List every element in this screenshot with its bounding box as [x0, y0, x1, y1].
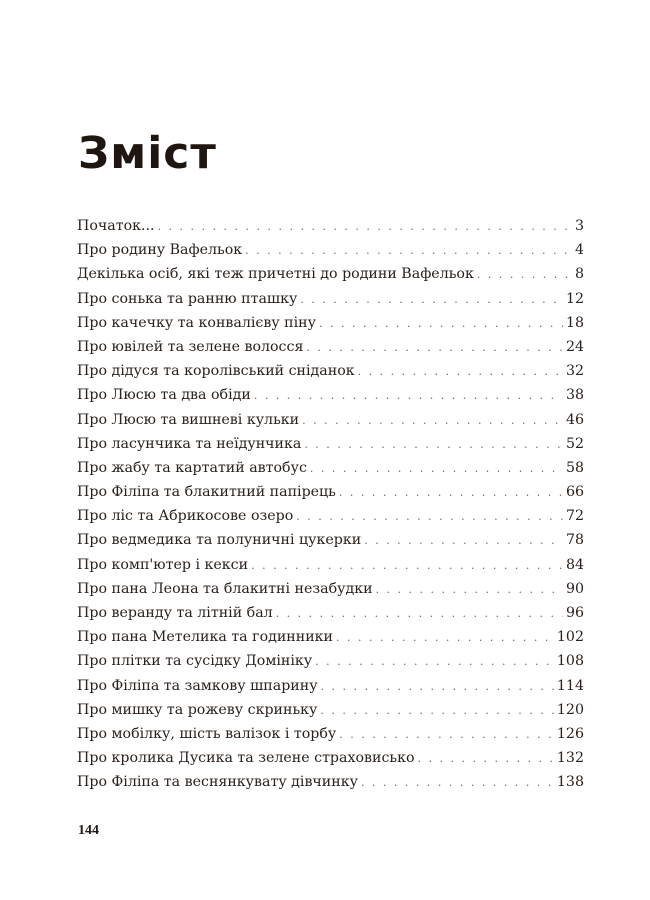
- toc-entry-title: Про ведмедика та полуничні цукерки: [77, 532, 362, 549]
- dot-leader: [300, 293, 563, 306]
- toc-entry: [77, 581, 584, 605]
- toc-entry-page: 96: [565, 605, 584, 621]
- toc-entry-title: Про веранду та літній бал: [77, 605, 273, 621]
- dot-leader: [418, 752, 554, 765]
- toc-entry-title: Про жабу та картатий автобус: [77, 459, 307, 476]
- dot-leader: [319, 317, 563, 330]
- dot-leader: [358, 365, 563, 378]
- toc-entry-title: Про ласунчика та неїдунчика: [77, 435, 302, 452]
- toc-entry-page: 138: [556, 774, 584, 791]
- toc-entry: [77, 774, 584, 798]
- dot-leader: [336, 631, 554, 644]
- dot-leader: [306, 341, 563, 354]
- toc-entry-page: 102: [556, 629, 584, 646]
- toc-entry-page: 90: [565, 580, 584, 597]
- toc-entry-page: 8: [574, 266, 584, 283]
- toc-entry-title: Про дідуся та королівський сніданок: [77, 363, 355, 380]
- toc-entry: [77, 653, 584, 677]
- toc-entry-page: 32: [565, 363, 584, 380]
- toc-entry: [77, 750, 584, 774]
- dot-leader: [158, 220, 571, 233]
- table-of-contents: [77, 218, 584, 799]
- toc-entry-page: 132: [556, 750, 584, 767]
- toc-entry: [77, 266, 584, 290]
- toc-entry: [77, 557, 584, 581]
- toc-entry-title: Про ліс та Абрикосове озеро: [77, 508, 294, 525]
- toc-entry-page: 24: [565, 338, 584, 355]
- toc-entry: [77, 726, 584, 750]
- dot-leader: [364, 534, 563, 547]
- toc-entry-page: 114: [556, 677, 584, 694]
- page-title: Зміст: [78, 128, 217, 179]
- toc-entry: [77, 702, 584, 726]
- dot-leader: [339, 486, 563, 499]
- toc-entry-page: 108: [556, 653, 584, 670]
- toc-entry-title: Про Філіпа та замкову шпарину: [77, 677, 318, 694]
- toc-entry-page: 66: [565, 484, 584, 501]
- dot-leader: [296, 510, 563, 523]
- toc-entry: [77, 315, 584, 339]
- dot-leader: [302, 414, 563, 427]
- toc-entry: [77, 484, 584, 508]
- toc-entry: [77, 291, 584, 315]
- dot-leader: [321, 680, 554, 693]
- toc-entry: [77, 339, 584, 363]
- toc-entry: [77, 508, 584, 532]
- dot-leader: [376, 583, 563, 596]
- toc-entry-title: Про мишку та рожеву скриньку: [77, 701, 318, 718]
- toc-entry-title: Про Філіпа та блакитний папірець: [77, 484, 336, 501]
- dot-leader: [276, 607, 563, 620]
- toc-entry: [77, 242, 584, 266]
- toc-entry-title: Про Філіпа та веснянкувату дівчинку: [77, 774, 358, 791]
- toc-entry-title: Про Люсю та два обіди: [77, 387, 251, 404]
- toc-entry-title: Про родину Вафельок: [77, 242, 243, 259]
- toc-entry: [77, 532, 584, 556]
- toc-entry-page: 126: [556, 725, 584, 742]
- toc-entry: [77, 218, 584, 242]
- toc-entry-title: Про мобілку, шість валізок і торбу: [77, 725, 337, 742]
- toc-entry-page: 4: [574, 242, 584, 259]
- toc-entry-page: 84: [565, 556, 584, 573]
- toc-entry-page: 46: [565, 411, 584, 428]
- dot-leader: [245, 244, 571, 257]
- toc-entry-title: Про пана Леона та блакитні незабудки: [77, 580, 373, 597]
- dot-leader: [251, 559, 563, 572]
- toc-entry-title: Про комп'ютер і кекси: [77, 556, 249, 573]
- toc-entry: [77, 605, 584, 629]
- toc-entry: [77, 678, 584, 702]
- toc-entry-title: Про кролика Дусика та зелене страховисько: [77, 750, 415, 767]
- toc-entry: [77, 412, 584, 436]
- toc-entry-page: 18: [565, 314, 584, 331]
- toc-entry-page: 12: [565, 290, 584, 307]
- dot-leader: [310, 462, 563, 475]
- toc-entry-title: Про качечку та конвалієву піну: [77, 314, 316, 331]
- dot-leader: [304, 438, 563, 451]
- toc-entry: [77, 460, 584, 484]
- toc-entry: [77, 629, 584, 653]
- dot-leader: [320, 704, 554, 717]
- dot-leader: [361, 776, 554, 789]
- dot-leader: [254, 389, 563, 402]
- toc-entry-title: Про пана Метелика та годинники: [77, 629, 333, 646]
- dot-leader: [477, 268, 571, 281]
- toc-entry: [77, 387, 584, 411]
- dot-leader: [315, 655, 554, 668]
- toc-entry: [77, 363, 584, 387]
- toc-entry-page: 38: [565, 387, 584, 404]
- toc-entry-title: Про сонька та ранню пташку: [77, 290, 298, 307]
- toc-entry-page: 3: [574, 218, 584, 234]
- toc-entry-page: 78: [565, 532, 584, 549]
- page-number: 144: [78, 823, 99, 838]
- toc-entry: [77, 436, 584, 460]
- dot-leader: [339, 728, 554, 741]
- toc-entry-page: 58: [565, 459, 584, 476]
- toc-entry-title: Про плітки та сусідку Домініку: [77, 653, 313, 670]
- toc-entry-title: Про ювілей та зелене волосся: [77, 338, 304, 355]
- toc-entry-page: 52: [565, 435, 584, 452]
- toc-entry-title: Початок...: [77, 218, 155, 234]
- toc-entry-page: 120: [556, 701, 584, 718]
- toc-entry-title: Декілька осіб, які теж причетні до родини Вафельок: [77, 266, 474, 283]
- toc-entry-page: 72: [565, 508, 584, 525]
- toc-entry-title: Про Люсю та вишневі кульки: [77, 411, 300, 428]
